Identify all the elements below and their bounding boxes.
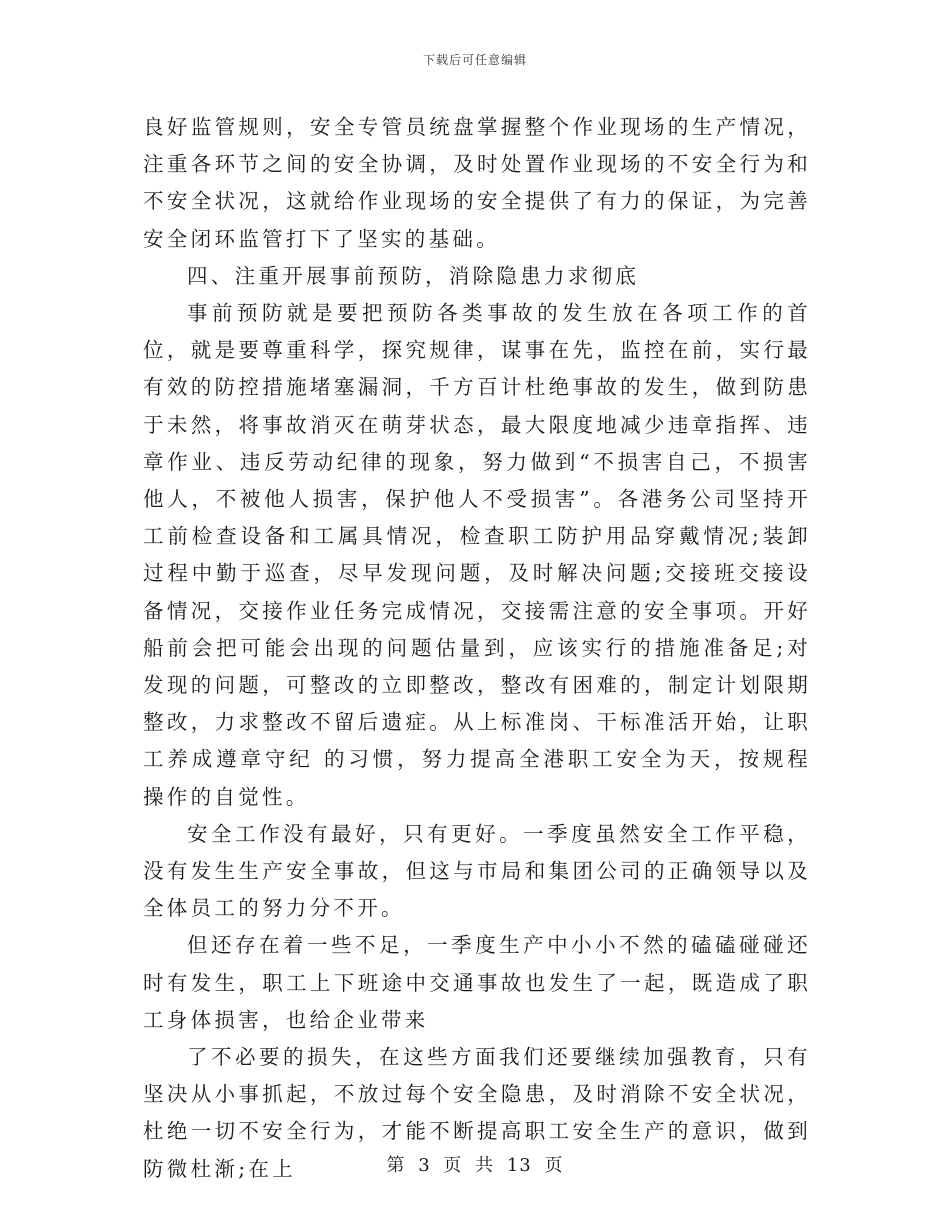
paragraph-3: 事前预防就是要把预防各类事故的发生放在各项工作的首位，就是要尊重科学，探究规律，谋事在先，监控在前，实行最有效的防控措施堵塞漏洞，千方百计杜绝事故的发生，做到防患于未然，将事故消灭在萌芽状态，最大限度地减少违章指挥、违章作业、违反劳动纪律的现象，努力做到“不损害自己，不损害他人，不被他人损害，保护他人不受损害”。各港务公司坚持开工前检查设备和工属具情况，检查职工防护用品穿戴情况;装卸过程中勤于巡查，尽早发现问题，及时解决问题;交接班交接设备情况，交接作业任务完成情况，交接需注意的安全事项。开好船前会把可能会出现的问题估量到，应该实行的措施准备足;对发现的问题，可整改的立即整改，整改有困难的，制定计划限期整改，力求整改不留后遗症。从上标准岗、干标准活开始，让职工养成遵章守纪 的习惯，努力提高全港职工安全为天，按规程操作的自觉性。 bbox=[143, 301, 811, 809]
page-header: 下载后可任意编辑 bbox=[422, 53, 527, 67]
page-number: 第 3 页 共 13 页 bbox=[386, 1155, 564, 1176]
paragraph-4: 安全工作没有最好，只有更好。一季度虽然安全工作平稳，没有发生生产安全事故，但这与市局和集团公司的正确领导以及全体员工的努力分不开。 bbox=[143, 821, 811, 921]
paragraph-1: 良好监管规则，安全专管员统盘掌握整个作业现场的生产情况，注重各环节之间的安全协调，及时处置作业现场的不安全行为和不安全状况，这就给作业现场的安全提供了有力的保证，为完善安全闭环监管打下了坚实的基础。 bbox=[143, 115, 811, 251]
section-heading: 四、注重开展事前预防，消除隐患力求彻底 bbox=[187, 263, 640, 288]
body-text bbox=[143, 109, 811, 1188]
paragraph-6: 了不必要的损失，在这些方面我们还要继续加强教育，只有坚决从小事抓起，不放过每个安全隐患，及时消除不安全状况，杜绝一切不安全行为，才能不断提高职工安全生产的意识，做到防微杜渐;在上 bbox=[143, 1045, 811, 1181]
paragraph-5: 但还存在着一些不足，一季度生产中小小不然的磕磕碰碰还时有发生，职工上下班途中交通事故也发生了一起，既造成了职工身体损害，也给企业带来 bbox=[143, 933, 811, 1032]
